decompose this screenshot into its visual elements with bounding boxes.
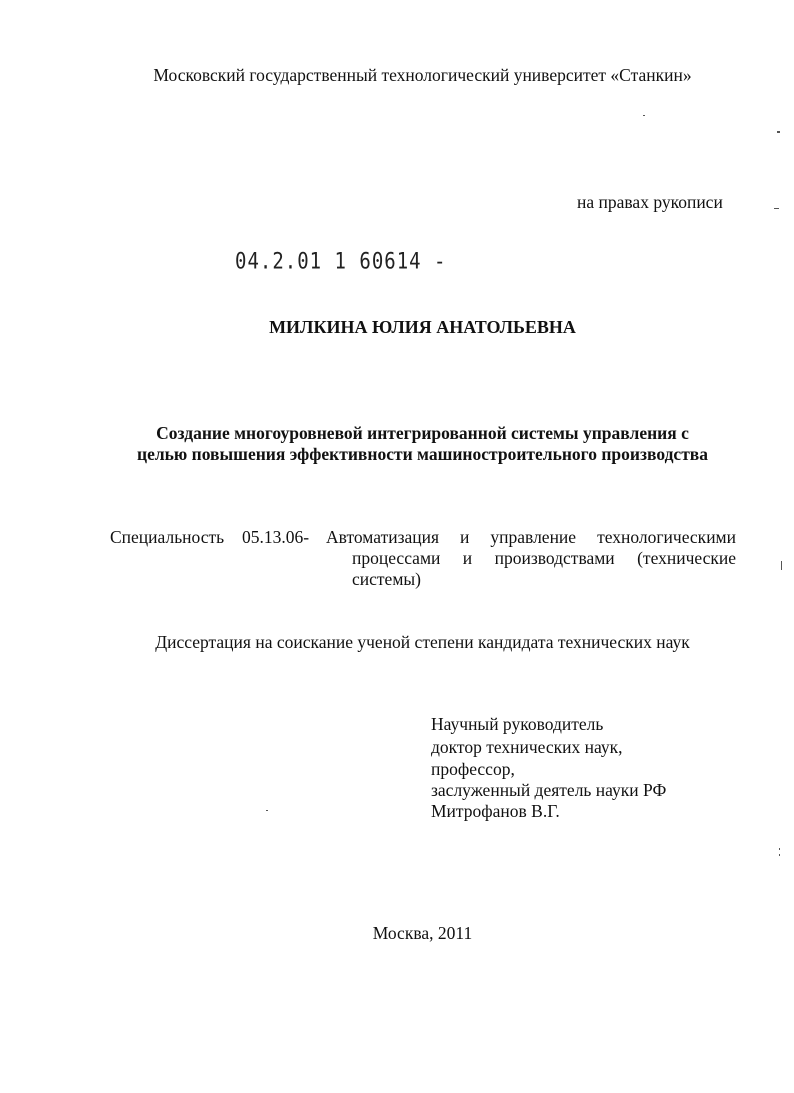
- specialty-label: Специальность: [110, 527, 225, 547]
- specialty-name-line-2: процессами и производствами (технические: [352, 548, 736, 568]
- place-and-year: Москва, 2011: [372, 923, 473, 943]
- supervisor-degree: доктор технических наук,: [431, 737, 623, 757]
- scan-speck: [781, 561, 782, 570]
- supervisor-rank: профессор,: [431, 759, 515, 779]
- scan-speck: [643, 115, 645, 116]
- thesis-title-line-1: Создание многоуровневой интегрированной системы управления с: [156, 423, 689, 443]
- scan-speck: [779, 854, 780, 856]
- scan-speck: [779, 848, 780, 850]
- scan-speck: [266, 810, 268, 811]
- supervisor-honor: заслуженный деятель науки РФ: [431, 780, 667, 800]
- thesis-title-line-2: целью повышения эффективности машиностроительного производства: [136, 444, 708, 464]
- specialty-name-line-1: Автоматизация и управление технологическими: [326, 527, 736, 547]
- scan-speck: [774, 208, 779, 209]
- supervisor-name: Митрофанов В.Г.: [431, 801, 560, 821]
- manuscript-note: на правах рукописи: [577, 192, 723, 212]
- specialty-name-line-3: системы): [352, 569, 421, 589]
- specialty-code: 05.13.06-: [242, 527, 310, 547]
- author-name: МИЛКИНА ЮЛИЯ АНАТОЛЬЕВНА: [269, 317, 576, 337]
- degree-statement: Диссертация на соискание ученой степени кандидата технических наук: [155, 632, 690, 652]
- scan-speck: [777, 131, 780, 133]
- university-name: Московский государственный технологический университет «Станкин»: [153, 65, 692, 85]
- registration-stamp-number: 04.2.01 1 60614 -: [235, 249, 447, 275]
- supervisor-role: Научный руководитель: [431, 714, 604, 734]
